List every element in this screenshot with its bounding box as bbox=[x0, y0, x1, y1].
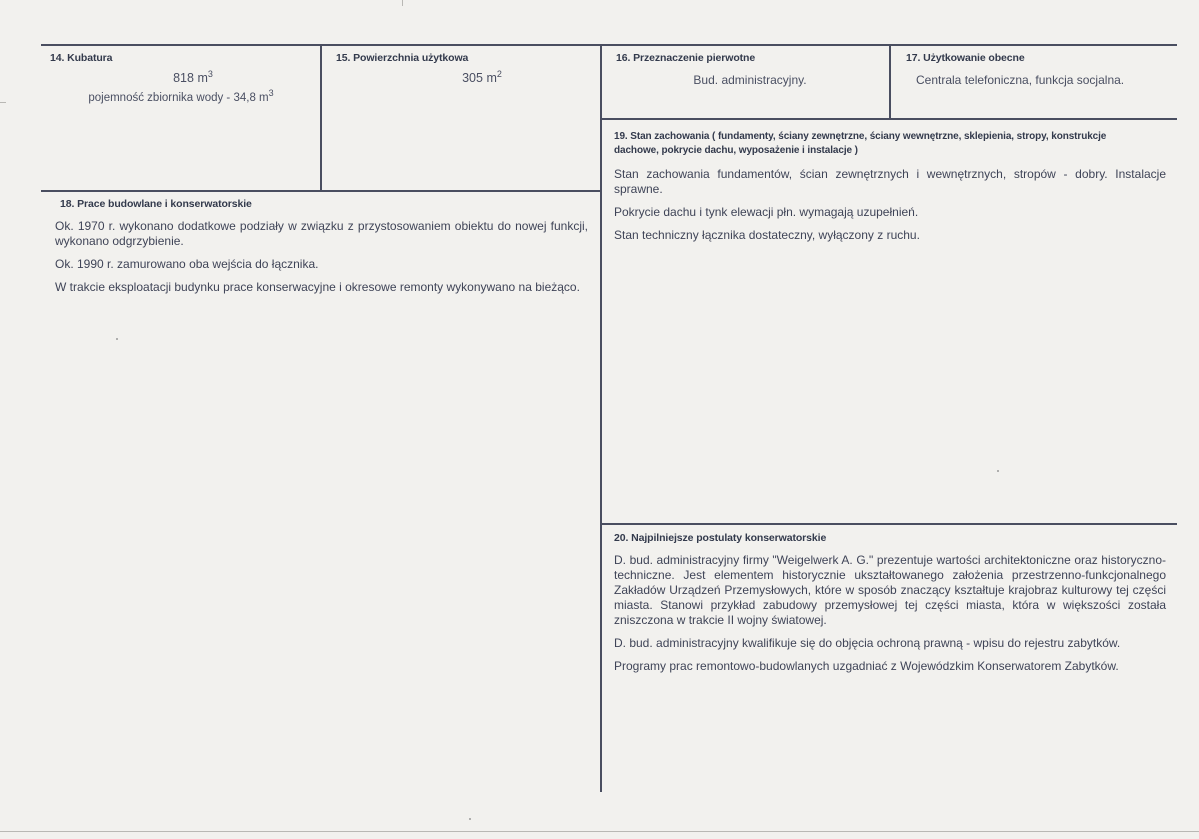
field-15-value-text: 305 m bbox=[462, 71, 497, 85]
rule-above-18 bbox=[41, 190, 602, 192]
field-18-paragraph: Ok. 1970 r. wykonano dodatkowe podziały w związku z przystosowaniem obiektu do nowej funkcji, wykonano odgrzybienie. bbox=[55, 219, 588, 248]
field-14-note-text: pojemność zbiornika wody - 34,8 m bbox=[88, 92, 269, 104]
field-20-paragraph: D. bud. administracyjny firmy "Weigelwerk A. G." prezentuje wartości architektoniczne oraz historyczno-techniczne. Jest elementem historycznie ukształtowanego założenia przestrzenno-funkcjonalnego Zakładów Urządzeń Przemysłowych, które w sposób znaczący kształtuje krajobraz kulturowy tej części miasta. Stanowi przykład zabudowy przemysłowej tej części miasta, która w większości została zniszczona w trakcie II wojny światowej. bbox=[614, 553, 1166, 627]
field-14-value-sup: 3 bbox=[207, 69, 213, 79]
field-15-value bbox=[336, 71, 596, 85]
speck bbox=[469, 818, 471, 820]
top-rule bbox=[41, 44, 1177, 46]
field-19-paragraph: Stan techniczny łącznika dostateczny, wyłączony z ruchu. bbox=[614, 228, 920, 242]
speck bbox=[997, 470, 999, 472]
field-14-note-sup: 3 bbox=[268, 88, 274, 98]
field-17-title: 17. Użytkowanie obecne bbox=[906, 52, 1025, 64]
field-16-title: 16. Przeznaczenie pierwotne bbox=[616, 52, 756, 64]
rule-above-20 bbox=[600, 523, 1177, 525]
field-19-paragraph: Stan zachowania fundamentów, ścian zewnętrznych i wewnętrznych, stropów - dobry. Instalacje sprawne. bbox=[614, 167, 1166, 196]
field-15-powierzchnia bbox=[336, 52, 596, 85]
field-18-body bbox=[55, 219, 588, 295]
field-19-body bbox=[614, 167, 1166, 243]
field-14-value-text: 818 m bbox=[173, 71, 208, 85]
field-15-value-sup: 2 bbox=[496, 69, 502, 79]
field-15-title: 15. Powierzchnia użytkowa bbox=[336, 52, 469, 64]
field-20-title: 20. Najpilniejsze postulaty konserwatorskie bbox=[614, 532, 827, 544]
left-edge-mark bbox=[0, 102, 6, 103]
rule-under-16-17 bbox=[600, 118, 1177, 120]
field-17-uzytkowanie bbox=[906, 52, 1172, 87]
field-14-value bbox=[50, 71, 312, 85]
field-16-value: Bud. administracyjny. bbox=[693, 73, 807, 87]
field-19-title: 19. Stan zachowania ( fundamenty, ściany zewnętrzne, ściany wewnętrzne, sklepienia, stropy, konstrukcje dachowe, pokrycie dachu, wyposażenie i instalacje ) bbox=[614, 131, 1107, 156]
field-14-kubatura bbox=[50, 52, 312, 104]
field-14-title: 14. Kubatura bbox=[50, 52, 113, 64]
field-19-paragraph: Pokrycie dachu i tynk elewacji płn. wymagają uzupełnień. bbox=[614, 205, 919, 219]
divider-16-17 bbox=[889, 44, 891, 119]
field-19-stan bbox=[614, 130, 1166, 251]
field-14-note bbox=[50, 88, 312, 104]
field-17-value: Centrala telefoniczna, funkcja socjalna. bbox=[916, 73, 1125, 87]
divider-14-15 bbox=[320, 44, 322, 191]
top-tick bbox=[402, 0, 403, 6]
speck bbox=[116, 338, 118, 340]
field-20-body bbox=[614, 553, 1166, 674]
field-20-paragraph: D. bud. administracyjny kwalifikuje się do objęcia ochroną prawną - wpisu do rejestru zabytków. bbox=[614, 636, 1121, 650]
divider-main bbox=[600, 44, 602, 792]
field-20-postulaty bbox=[614, 532, 1166, 682]
field-18-paragraph: Ok. 1990 r. zamurowano oba wejścia do łącznika. bbox=[55, 257, 319, 271]
field-16-przeznaczenie bbox=[616, 52, 884, 87]
field-18-title: 18. Prace budowlane i konserwatorskie bbox=[60, 198, 252, 210]
field-18-prace bbox=[55, 198, 588, 303]
bottom-edge bbox=[0, 831, 1199, 832]
field-20-paragraph: Programy prac remontowo-budowlanych uzgadniać z Wojewódzkim Konserwatorem Zabytków. bbox=[614, 659, 1119, 673]
field-18-paragraph: W trakcie eksploatacji budynku prace konserwacyjne i okresowe remonty wykonywano na bieżąco. bbox=[55, 280, 580, 294]
